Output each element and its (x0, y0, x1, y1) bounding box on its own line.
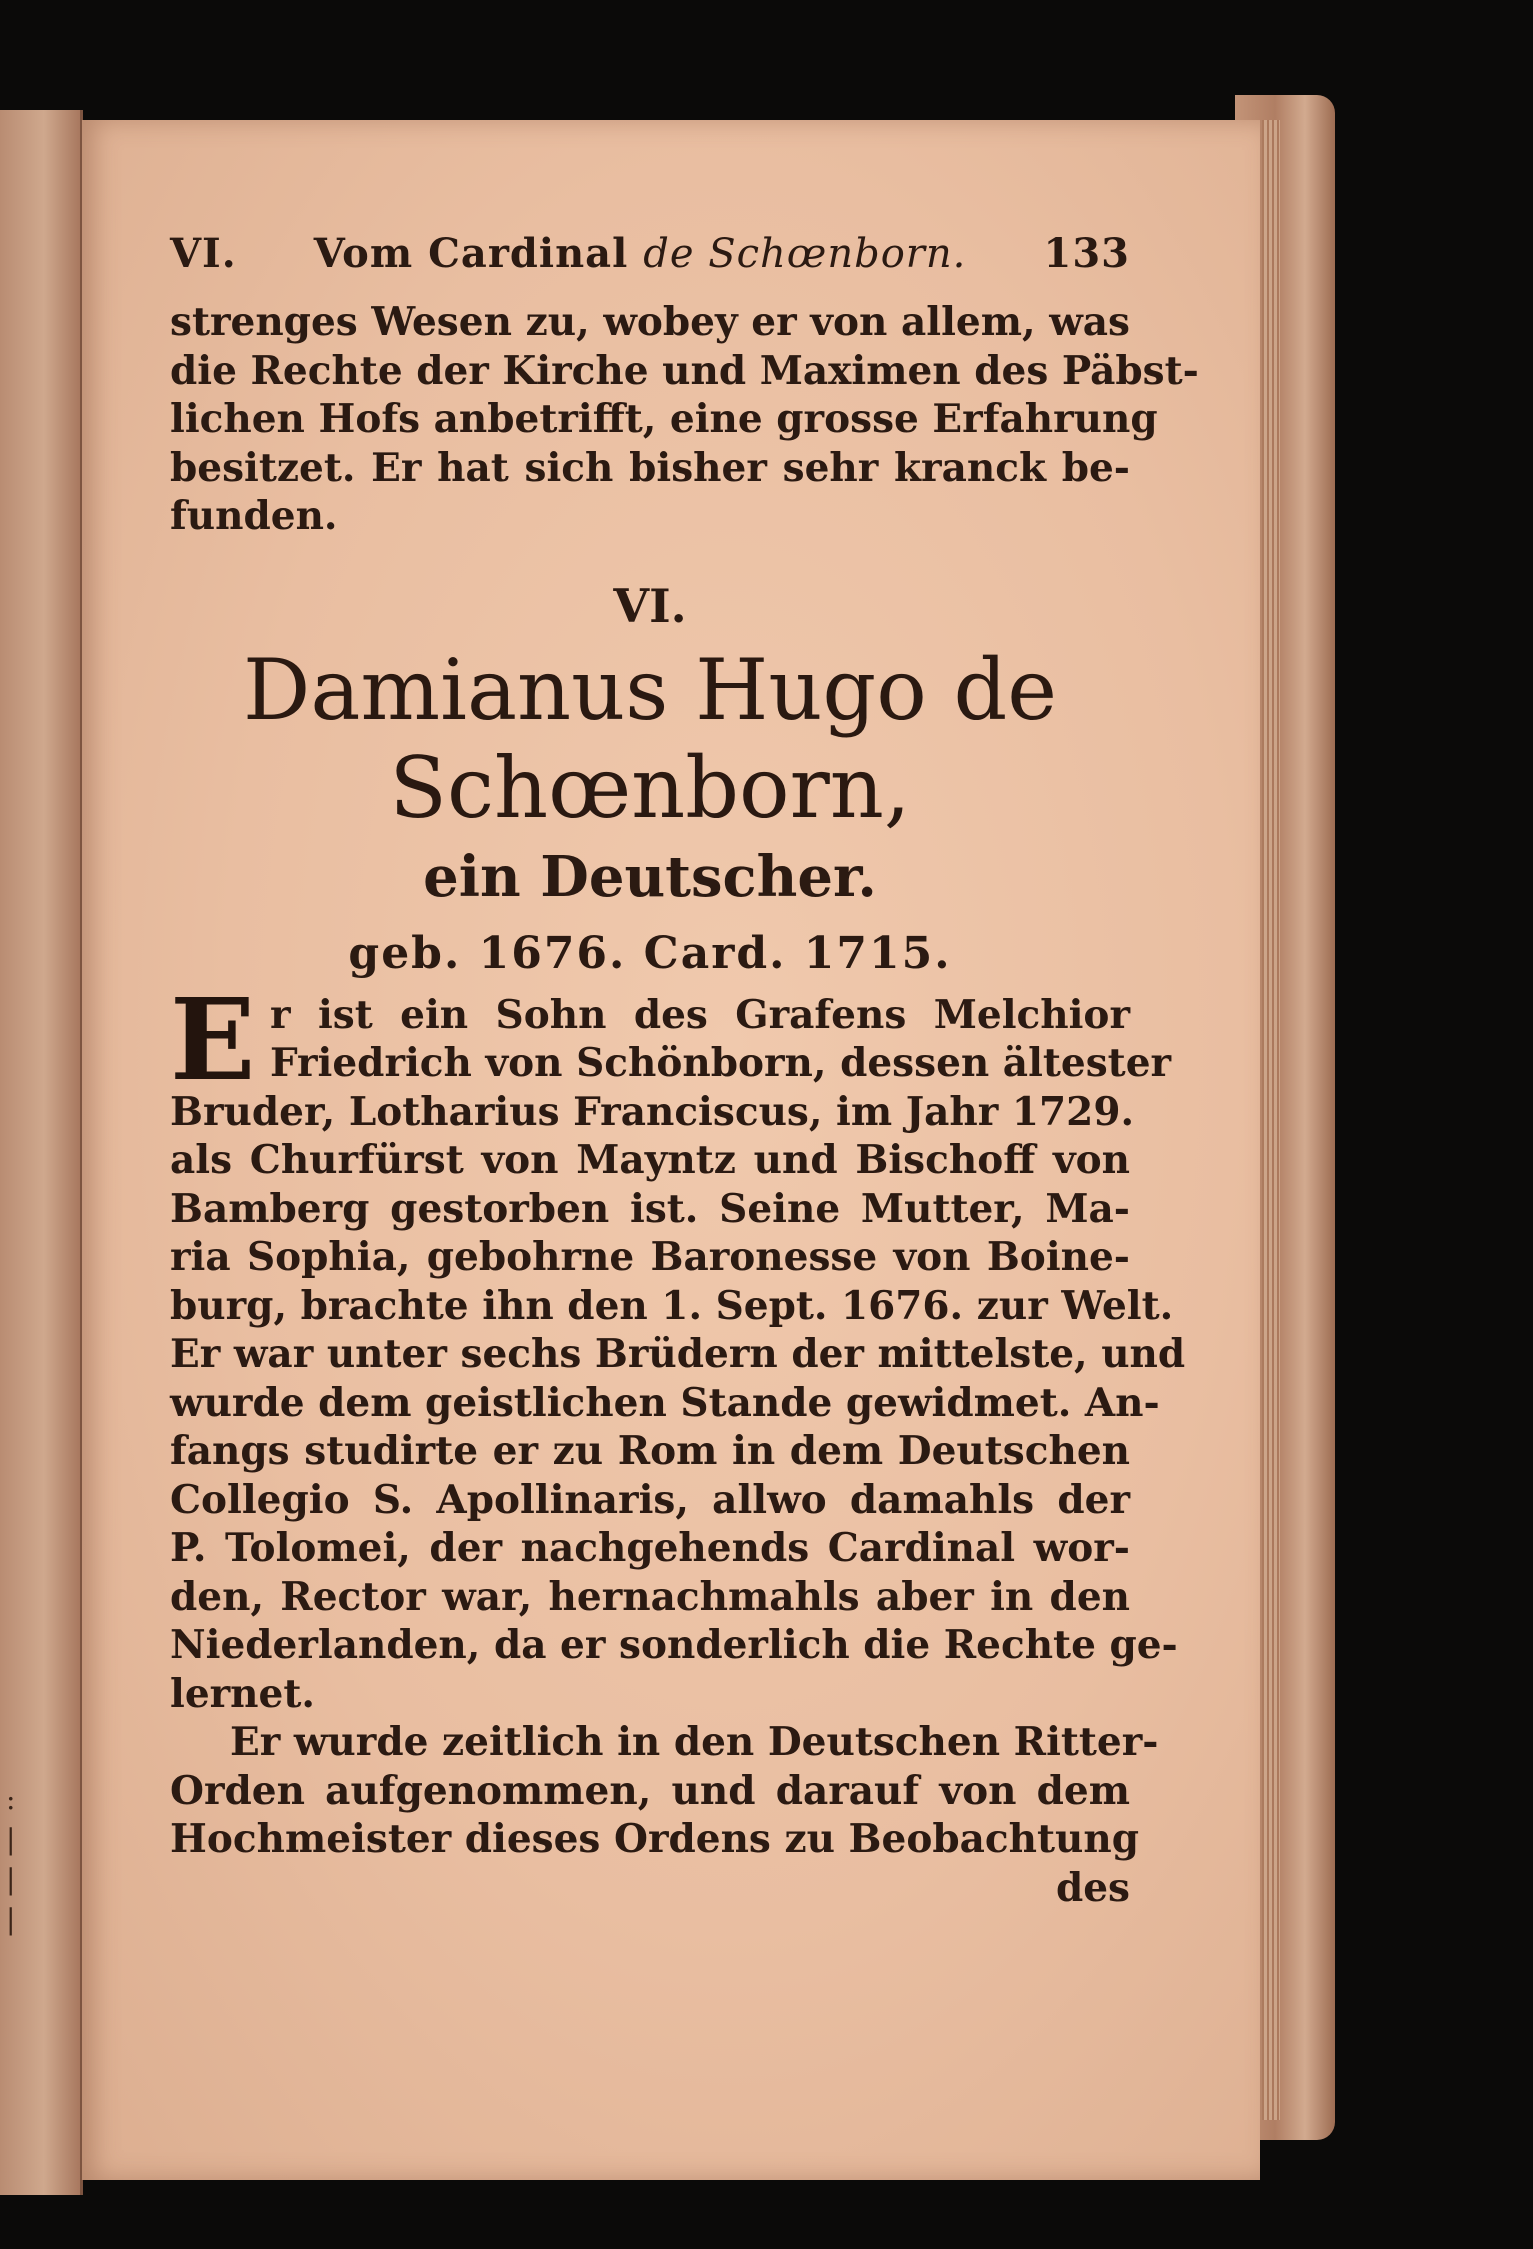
section-title-line-2: Schœnborn, (389, 738, 911, 837)
text-line: strenges Wesen zu, wobey er von allem, was (170, 299, 1130, 345)
book-page (82, 120, 1260, 2180)
text-line: Bruder, Lotharius Franciscus, im Jahr 1729. (170, 1088, 1135, 1135)
text-line: r ist ein Sohn des Grafens Melchior (270, 991, 1130, 1038)
paragraph-1 (170, 974, 1186, 1719)
running-head-title-italic: de Schœnborn. (643, 231, 967, 277)
text-line: burg, brachte ihn den 1. Sept. 1676. zur Welt. (170, 1282, 1174, 1329)
running-head-title (314, 230, 967, 277)
text-line: fangs studirte er zu Rom in dem Deutschen (170, 1428, 1130, 1474)
page-stack-edges (1262, 120, 1280, 2120)
left-page-ink-marks: : | | | (6, 1783, 16, 1936)
running-head-title-prefix: Vom Cardinal (313, 230, 629, 277)
text-line: den, Rector war, hernachmahls aber in den (170, 1573, 1130, 1620)
running-head (170, 230, 1130, 298)
text-line: Bamberg gestorben ist. Seine Mutter, Ma- (170, 1185, 1130, 1232)
text-line: als Churfürst von Mayntz und Bischoff von (170, 1137, 1130, 1183)
text-line: lichen Hofs anbetrifft, eine grosse Erfahrung (170, 396, 1158, 442)
text-line: Hochmeister dieses Ordens zu Beobachtung (170, 1816, 1139, 1862)
text-line: Er war unter sechs Brüdern der mittelste, und (170, 1331, 1186, 1377)
section-nationality: ein Deutscher. (423, 843, 877, 910)
section-dates: geb. 1676. Card. 1715. (348, 927, 952, 979)
text-block (170, 230, 1199, 1912)
text-line: besitzet. Er hat sich bisher sehr kranck be- (170, 444, 1130, 491)
text-line: Collegio S. Apollinaris, allwo damahls der (170, 1476, 1130, 1523)
catchword: des (1055, 1864, 1130, 1911)
text-line: ria Sophia, gebohrne Baronesse von Boine- (170, 1234, 1130, 1280)
text-line: die Rechte der Kirche und Maximen des Päbst- (170, 347, 1199, 394)
text-line: Orden aufgenommen, und darauf von dem (170, 1767, 1130, 1814)
text-line: funden. (170, 493, 338, 539)
text-line: lernet. (170, 1670, 315, 1717)
text-line: P. Tolomei, der nachgehends Cardinal wor- (170, 1525, 1130, 1571)
text-line: Niederlanden, da er sonderlich die Rechte ge- (170, 1622, 1178, 1668)
paragraph-2 (170, 1718, 1159, 1864)
section-title-line-1: Damianus Hugo de (243, 640, 1057, 739)
text-line: Er wurde zeitlich in den Deutschen Ritter- (230, 1719, 1159, 1765)
intro-paragraph (170, 298, 1199, 541)
text-line: Friedrich von Schönborn, dessen ältester (270, 1040, 1172, 1086)
drop-cap: E (170, 974, 256, 1106)
section-number: VI. (613, 578, 687, 633)
page-number: 133 (1043, 230, 1130, 277)
running-head-chapter: VI. (170, 230, 237, 277)
text-line: wurde dem geistlichen Stande gewidmet. An- (170, 1379, 1160, 1426)
